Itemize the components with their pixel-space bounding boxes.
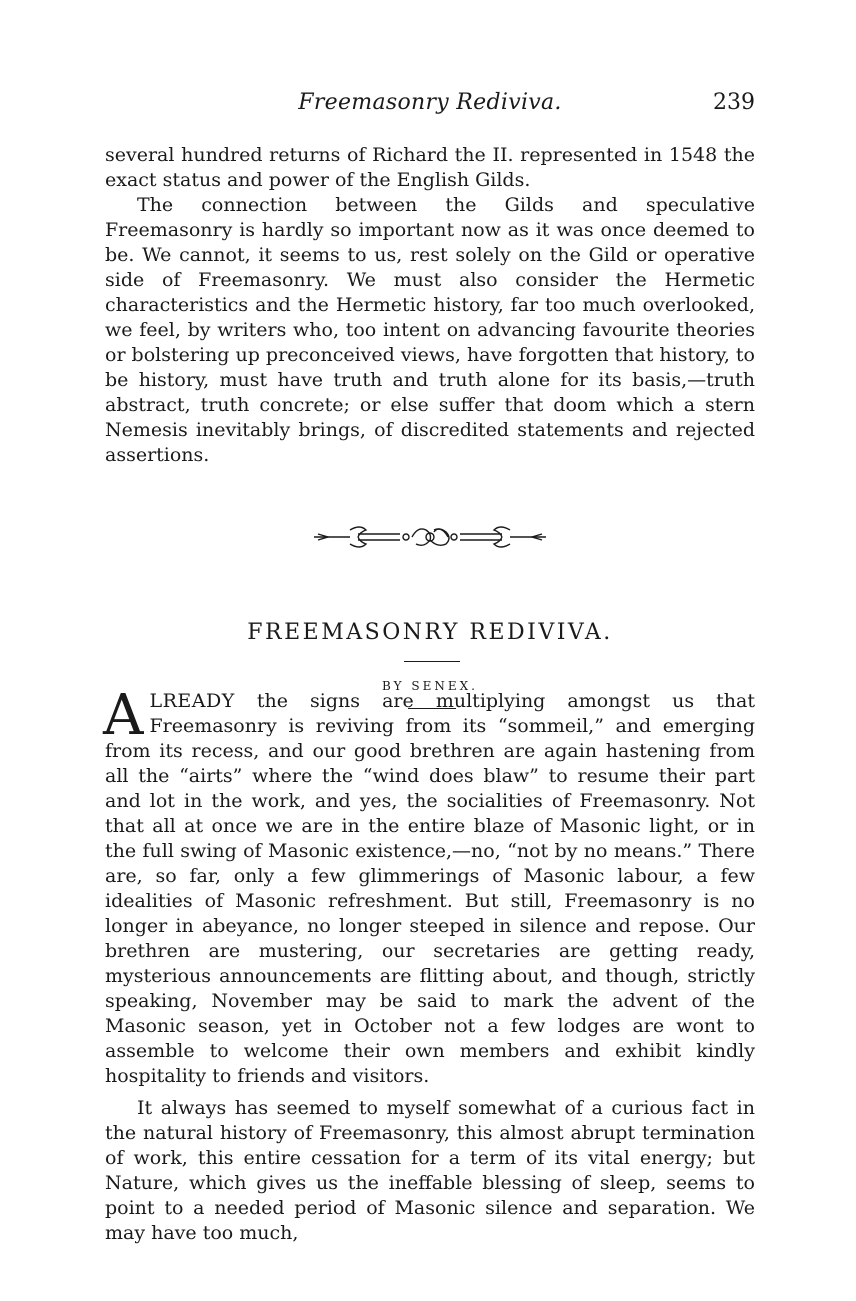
decorative-ornament-icon: [310, 518, 550, 554]
title-rule: [404, 661, 460, 662]
article-paragraph-2: It always has seemed to myself somewhat of a curious fact in the natural history of Freemasonry, this almost abrupt termination of work, this entire cessation for a term of its vital energy; but Nature, which gives us the ineffable blessing of sleep, seems to point to a needed period of Masonic silence and separation. We may have too much,: [105, 1097, 755, 1244]
page-header: [105, 90, 755, 120]
article-title: FREEMASONRY REDIVIVA.: [247, 620, 613, 645]
continued-paragraph-1: several hundred returns of Richard the II. represented in 1548 the exact status and power of the English Gilds.: [105, 144, 755, 191]
continued-paragraph-2: The connection between the Gilds and speculative Freemasonry is hardly so important now as it was once deemed to be. We cannot, it seems to us, rest solely on the Gild or operative side of Freemasonry. We must also consider the Hermetic characteristics and the Hermetic history, far too much overlooked, we feel, by writers who, too intent on advancing favourite theories or bolstering up preconceived views, have forgotten that history, to be history, must have truth and truth alone for its basis,—truth abstract, truth concrete; or else suffer that doom which a stern Nemesis inevitably brings, of discredited statements and rejected assertions.: [105, 194, 755, 466]
byline: BY SENEX.: [382, 679, 478, 693]
drop-cap: A: [103, 683, 144, 748]
lead-in-caps: LREADY: [149, 690, 235, 712]
running-title: Freemasonry Rediviva.: [298, 90, 562, 115]
article-paragraph-1-text: the signs are multiplying amongst us that Freemasonry is reviving from its “sommeil,” and emerging from its recess, and our good brethren are again hastening from all the “airts” where the “wind does blaw” to resume their part and lot in the work, and yes, the socialities of Freemasonry. Not that all at once we are in the entire blaze of Masonic light, or in the full swing of Masonic existence,—no, “not by no means.” There are, so far, only a few glimmerings of Masonic labour, a few idealities of Masonic refreshment. But still, Freemasonry is no longer in abeyance, no longer steeped in silence and repose. Our brethren are mustering, our secretaries are getting ready, mysterious announcements are flitting about, and though, strictly speaking, November may be said to mark the advent of the Masonic season, yet in October not a few lodges are wont to assemble to welcome their own members and exhibit kindly hospitality to friends and visitors.: [105, 690, 755, 1087]
page-number: 239: [713, 90, 755, 115]
